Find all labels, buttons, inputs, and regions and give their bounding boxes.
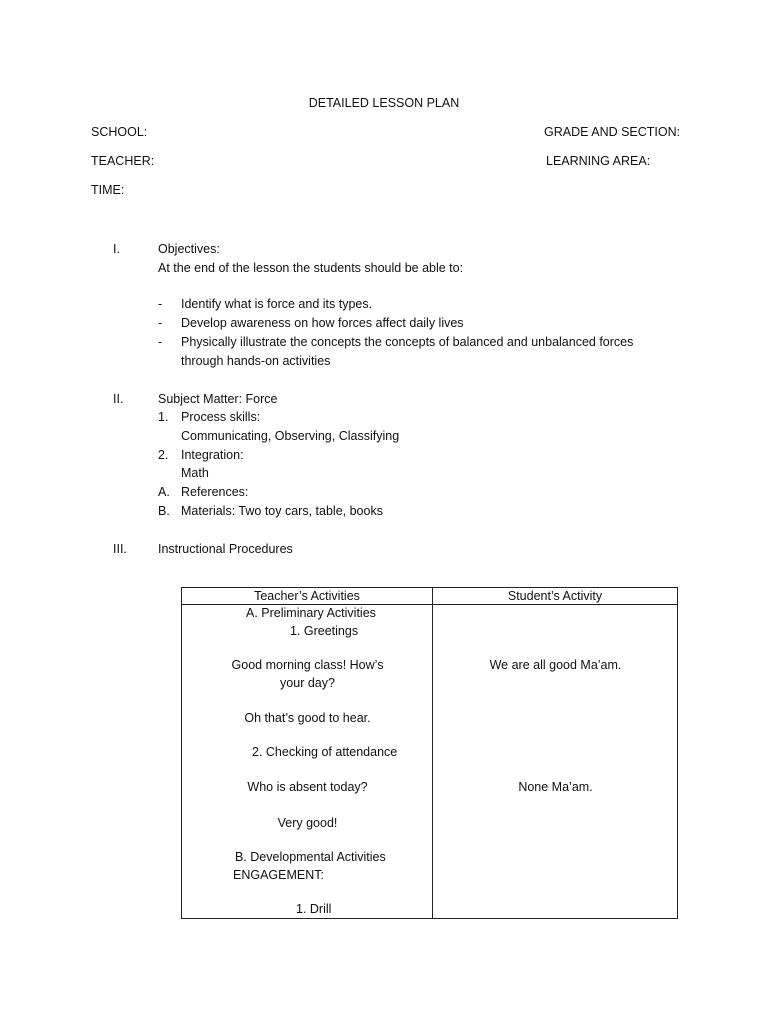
objective-dash: - [158, 297, 163, 311]
attendance-item: 2. Checking of attendance [252, 745, 398, 759]
learning-area-label: LEARNING AREA: [546, 154, 651, 168]
section-1-numeral: I. [113, 242, 120, 256]
objective-dash: - [158, 316, 163, 330]
developmental-activities: B. Developmental Activities [235, 850, 386, 864]
subject-item: Integration: [181, 448, 244, 462]
objective-dash: - [158, 335, 163, 349]
teacher-line: Oh that’s good to hear. [244, 711, 371, 725]
procedures-heading: Instructional Procedures [158, 542, 293, 556]
objective-item: Develop awareness on how forces affect daily lives [181, 316, 464, 330]
teacher-line: Good morning class! How’s [231, 658, 384, 672]
drill-item: 1. Drill [296, 902, 332, 916]
grade-section-label: GRADE AND SECTION: [544, 125, 681, 139]
subject-item-detail: Math [181, 466, 209, 480]
time-label: TIME: [91, 183, 125, 197]
subject-item-marker: B. [158, 504, 170, 518]
student-activity-header: Student’s Activity [433, 588, 678, 605]
subject-item: References: [181, 485, 249, 499]
objectives-intro: At the end of the lesson the students should be able to: [158, 261, 464, 275]
student-activity-cell [433, 605, 678, 919]
engagement-label: ENGAGEMENT: [233, 868, 324, 882]
teacher-line: Who is absent today? [247, 780, 368, 794]
subject-item: Process skills: [181, 410, 261, 424]
teacher-line: your day? [280, 676, 335, 690]
greetings-item: 1. Greetings [290, 624, 359, 638]
student-reply: We are all good Ma’am. [489, 658, 622, 672]
teacher-label: TEACHER: [91, 154, 155, 168]
subject-item-detail: Communicating, Observing, Classifying [181, 429, 400, 443]
teacher-activities-header: Teacher’s Activities [182, 588, 433, 605]
objective-item-continued: through hands-on activities [181, 354, 331, 368]
subject-item: Materials: Two toy cars, table, books [181, 504, 383, 518]
section-3-numeral: III. [113, 542, 127, 556]
subject-item-marker: 2. [158, 448, 169, 462]
objective-item: Physically illustrate the concepts the concepts of balanced and unbalanced forces [181, 335, 634, 349]
preliminary-activities: A. Preliminary Activities [246, 606, 376, 620]
document-title: DETAILED LESSON PLAN [308, 96, 460, 110]
objective-item: Identify what is force and its types. [181, 297, 373, 311]
teacher-line: Very good! [277, 816, 338, 830]
student-reply: None Ma’am. [518, 780, 593, 794]
school-label: SCHOOL: [91, 125, 148, 139]
teacher-activities-cell [182, 605, 433, 919]
section-2-numeral: II. [113, 392, 124, 406]
objectives-heading: Objectives: [158, 242, 220, 256]
activities-table [181, 587, 677, 918]
subject-item-marker: A. [158, 485, 170, 499]
subject-item-marker: 1. [158, 410, 169, 424]
subject-matter-heading: Subject Matter: Force [158, 392, 278, 406]
